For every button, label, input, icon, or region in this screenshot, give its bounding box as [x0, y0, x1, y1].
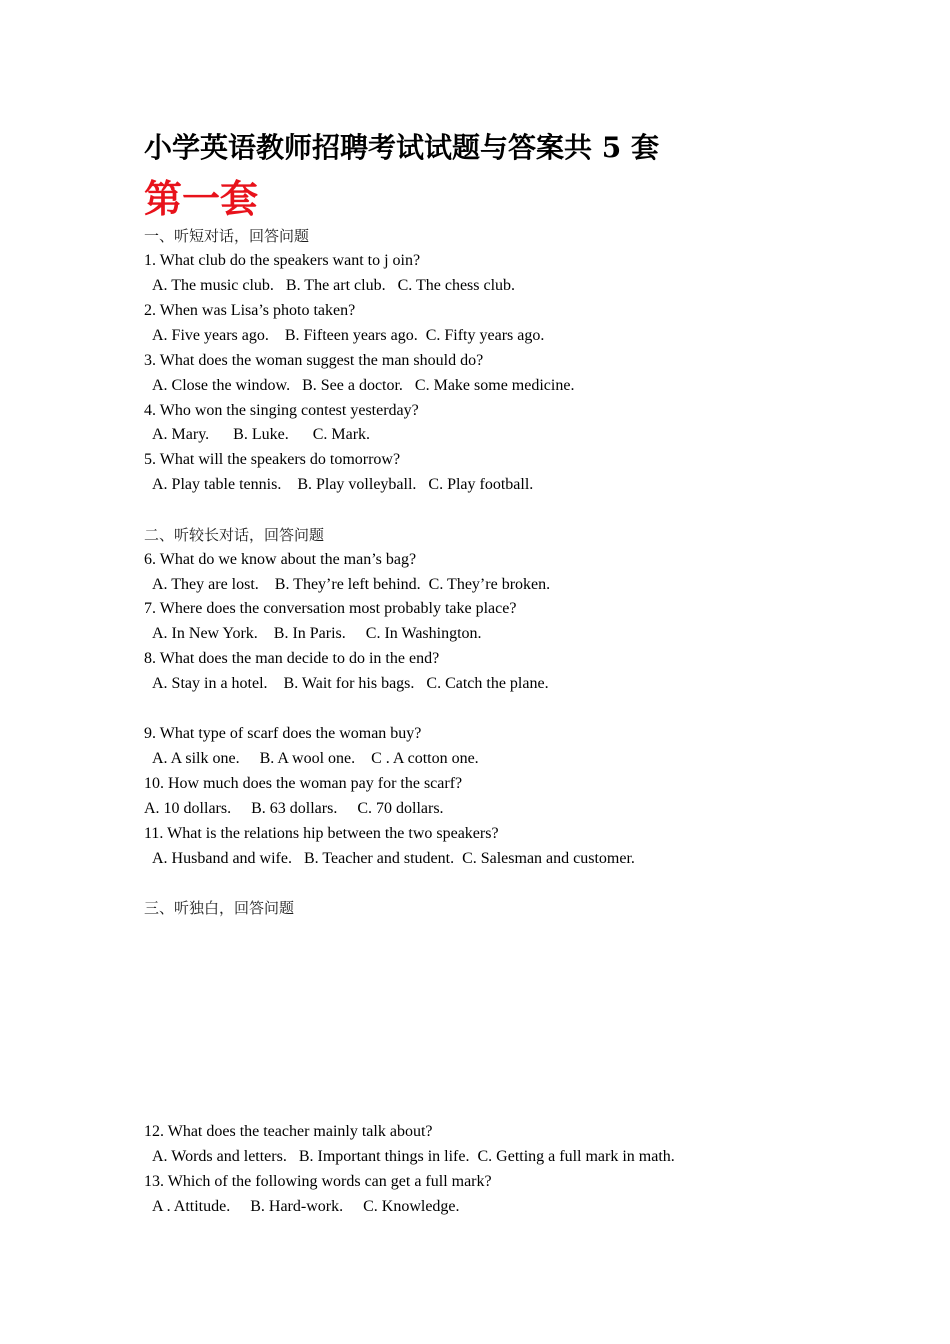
question-7-options: A. In New York. B. In Paris. C. In Washington.	[152, 625, 482, 642]
question-10: 10. How much does the woman pay for the scarf?	[144, 775, 463, 792]
section-heading-1: 一、听短对话，回答问题	[144, 227, 310, 245]
question-12: 12. What does the teacher mainly talk about?	[144, 1123, 433, 1140]
question-5-options: A. Play table tennis. B. Play volleyball. C. Play football.	[152, 476, 534, 493]
question-13-options: A . Attitude. B. Hard-work. C. Knowledge.	[152, 1198, 460, 1215]
question-1-options: A. The music club. B. The art club. C. The chess club.	[152, 277, 516, 294]
question-1: 1. What club do the speakers want to j oin?	[144, 252, 421, 269]
question-4-options: A. Mary. B. Luke. C. Mark.	[152, 426, 371, 443]
question-2-options: A. Five years ago. B. Fifteen years ago. C. Fifty years ago.	[152, 327, 545, 344]
question-11-options: A. Husband and wife. B. Teacher and student. C. Salesman and customer.	[152, 850, 635, 867]
question-13: 13. Which of the following words can get a full mark?	[144, 1173, 492, 1190]
question-3-options: A. Close the window. B. See a doctor. C. Make some medicine.	[152, 377, 575, 394]
question-3: 3. What does the woman suggest the man should do?	[144, 352, 484, 369]
document-title: 小学英语教师招聘考试试题与答案共 5 套	[144, 131, 659, 164]
question-10-options: A. 10 dollars. B. 63 dollars. C. 70 dollars.	[144, 800, 444, 817]
question-5: 5. What will the speakers do tomorrow?	[144, 451, 401, 468]
question-6: 6. What do we know about the man’s bag?	[144, 551, 417, 568]
set-title: 第一套	[144, 176, 259, 221]
section-heading-3: 三、听独白，回答问题	[144, 899, 295, 917]
question-8: 8. What does the man decide to do in the end?	[144, 650, 440, 667]
section-heading-2: 二、听较长对话，回答问题	[144, 526, 325, 544]
question-6-options: A. They are lost. B. They’re left behind. C. They’re broken.	[152, 576, 551, 593]
question-4: 4. Who won the singing contest yesterday?	[144, 402, 419, 419]
question-9: 9. What type of scarf does the woman buy?	[144, 725, 422, 742]
question-7: 7. Where does the conversation most probably take place?	[144, 600, 517, 617]
question-12-options: A. Words and letters. B. Important things in life. C. Getting a full mark in math.	[152, 1148, 675, 1165]
question-2: 2. When was Lisa’s photo taken?	[144, 302, 356, 319]
question-9-options: A. A silk one. B. A wool one. C . A cotton one.	[152, 750, 479, 767]
question-11: 11. What is the relations hip between the two speakers?	[144, 825, 499, 842]
question-8-options: A. Stay in a hotel. B. Wait for his bags. C. Catch the plane.	[152, 675, 549, 692]
